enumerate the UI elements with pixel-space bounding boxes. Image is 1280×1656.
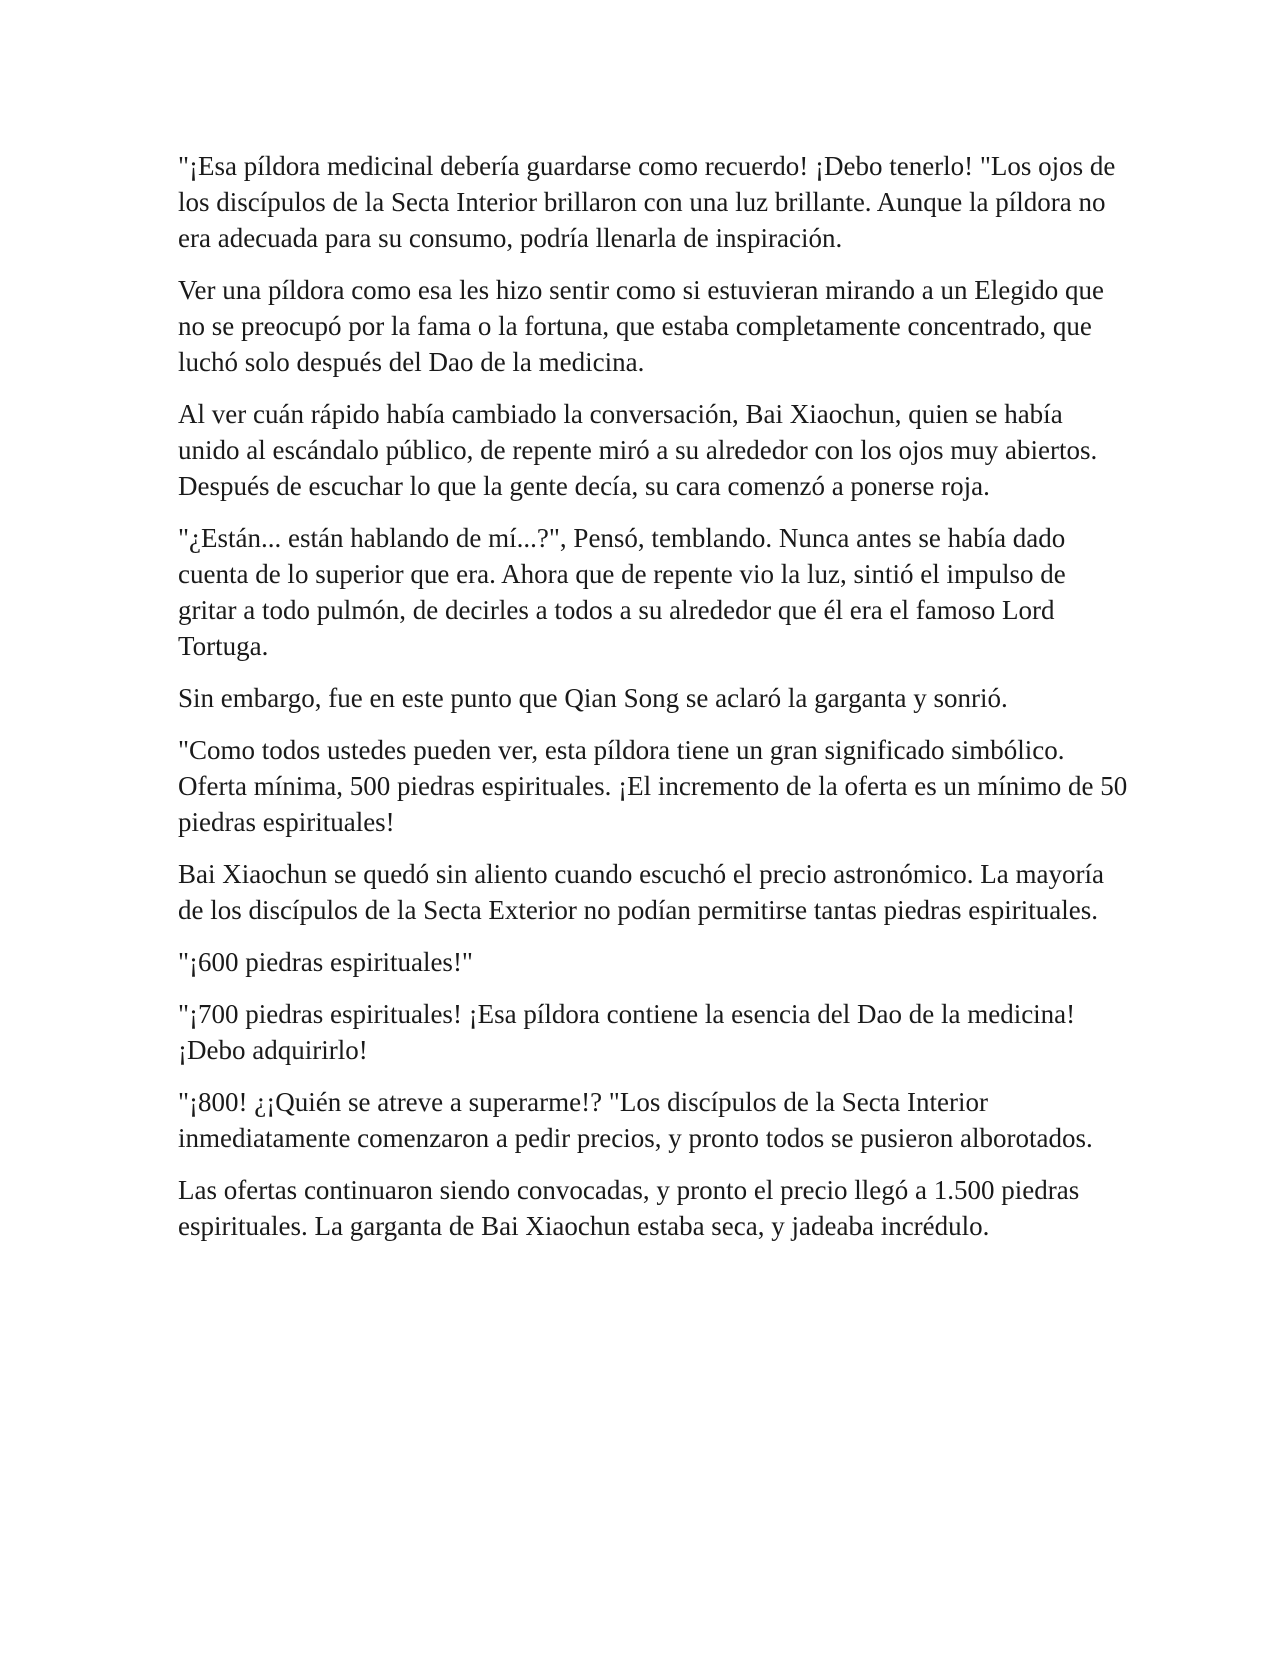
paragraph-8: "¡600 piedras espirituales!" <box>178 947 473 977</box>
document-body <box>178 148 1128 1260</box>
paragraph-1: "¡Esa píldora medicinal debería guardarse como recuerdo! ¡Debo tenerlo! "Los ojos de los discípulos de la Secta Interior brillaron con una luz brillante. Aunque la píldora no era adecuada para su consumo, podría llenarla de inspiración. <box>178 151 1116 253</box>
paragraph-7: Bai Xiaochun se quedó sin aliento cuando escuchó el precio astronómico. La mayoría de los discípulos de la Secta Exterior no podían permitirse tantas piedras espirituales. <box>178 859 1104 925</box>
paragraph-11: Las ofertas continuaron siendo convocadas, y pronto el precio llegó a 1.500 piedras espirituales. La garganta de Bai Xiaochun estaba seca, y jadeaba incrédulo. <box>178 1175 1080 1241</box>
paragraph-10: "¡800! ¿¡Quién se atreve a superarme!? "Los discípulos de la Secta Interior inmediatamente comenzaron a pedir precios, y pronto todos se pusieron alborotados. <box>178 1087 1093 1153</box>
paragraph-3: Al ver cuán rápido había cambiado la conversación, Bai Xiaochun, quien se había unido al escándalo público, de repente miró a su alrededor con los ojos muy abiertos. Después de escuchar lo que la gente decía, su cara comenzó a ponerse roja. <box>178 399 1098 501</box>
paragraph-4: "¿Están... están hablando de mí...?", Pensó, temblando. Nunca antes se había dado cuenta de lo superior que era. Ahora que de repente vio la luz, sintió el impulso de gritar a todo pulmón, de decirles a todos a su alrededor que él era el famoso Lord Tortuga. <box>178 523 1066 661</box>
paragraph-2: Ver una píldora como esa les hizo sentir como si estuvieran mirando a un Elegido que no se preocupó por la fama o la fortuna, que estaba completamente concentrado, que luchó solo después del Dao de la medicina. <box>178 275 1104 377</box>
paragraph-9: "¡700 piedras espirituales! ¡Esa píldora contiene la esencia del Dao de la medicina! ¡Debo adquirirlo! <box>178 999 1076 1065</box>
paragraph-5: Sin embargo, fue en este punto que Qian Song se aclaró la garganta y sonrió. <box>178 683 1008 713</box>
paragraph-6: "Como todos ustedes pueden ver, esta píldora tiene un gran significado simbólico. Oferta mínima, 500 piedras espirituales. ¡El incremento de la oferta es un mínimo de 50 piedras espirituales! <box>178 735 1128 837</box>
